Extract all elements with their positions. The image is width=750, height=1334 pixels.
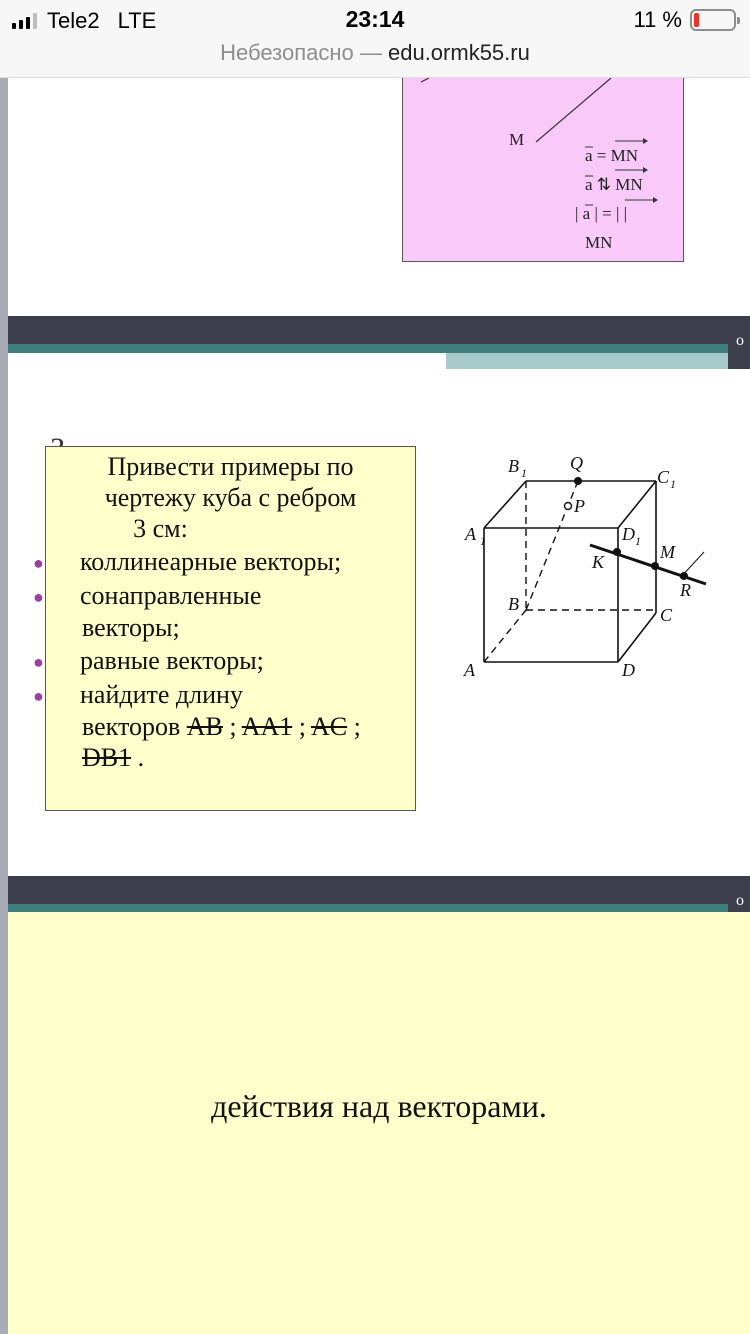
cube-label-m: M [660, 542, 675, 562]
address-bar[interactable] [0, 40, 750, 66]
page-left-border [0, 78, 8, 1334]
insecure-label: Небезопасно — [220, 40, 382, 65]
cube-label-a1: A [465, 524, 476, 544]
slide-divider [8, 316, 750, 372]
cube-label-b: B [508, 594, 519, 614]
cube-label-a: A [464, 660, 475, 680]
cube-label-k: K [592, 552, 605, 572]
cube-label-p: P [574, 496, 585, 516]
status-right [633, 7, 736, 33]
separator: ; [222, 712, 242, 741]
separator: ; [292, 712, 312, 741]
status-time: 23:14 [345, 6, 405, 32]
divider-corner-text: о [736, 892, 744, 909]
cube-label-d: D [622, 660, 635, 680]
divider-corner-text: о [736, 332, 744, 349]
cube-diagram [448, 448, 718, 688]
vector-definition-box [402, 78, 684, 262]
cube-label-c1: C [657, 467, 670, 487]
task-item-collinear: коллинеарные векторы; [80, 547, 342, 576]
task-item-equal: равные векторы; [80, 646, 264, 675]
slide-caption: действия над векторами. [211, 1088, 547, 1124]
cube-label-r: R [680, 580, 691, 600]
formula-mn-label: MN [585, 233, 613, 252]
cube-label-q: Q [570, 453, 583, 473]
cube-label-d1: D [622, 524, 635, 544]
vector-ab: AB [186, 712, 223, 741]
task-heading-line: 3 см: [133, 514, 188, 543]
task-item-lengths-vectors [82, 711, 361, 743]
vector-ac: AC [311, 712, 348, 741]
task-heading-line: Привести примеры по [107, 452, 354, 481]
battery-icon [690, 9, 736, 31]
separator: ; [347, 712, 361, 741]
formula-length-line: | a | = | | [575, 204, 627, 223]
bullet-icon: ● [33, 587, 44, 607]
point-m-label: M [509, 130, 525, 149]
cube-label-sub: 1 [480, 534, 486, 548]
task-item-codirected: сонаправленные [80, 581, 262, 610]
segment-mn-drawing [403, 78, 685, 262]
vector-operations-slide [8, 912, 750, 1334]
period: . [131, 743, 145, 772]
bullet-icon: ● [33, 686, 44, 706]
cube-label-sub: 1 [521, 466, 527, 480]
task-item-lengths: найдите длину [80, 680, 243, 709]
cube-label-c: C [660, 605, 673, 625]
cube-label-sub: 1 [670, 477, 676, 491]
task-heading [46, 451, 415, 544]
network-type: LTE [117, 8, 157, 33]
bullet-icon: ● [33, 652, 44, 672]
formula-equal-line: a = MN [585, 146, 639, 165]
formula-codirected-line: a ⇅ MN [585, 175, 643, 194]
battery-percent: 11 % [633, 7, 682, 32]
cube-label-sub: 1 [635, 534, 641, 548]
bullet-icon: ● [33, 553, 44, 573]
task-heading-line: чертежу куба с ребром [104, 483, 357, 512]
vectors-word: векторов [82, 712, 181, 741]
carrier-name: Tele2 [47, 8, 100, 33]
task-item-lengths-last [82, 742, 144, 774]
cube-label-b1: B [508, 456, 519, 476]
vector-aa1: AA1 [241, 712, 293, 741]
browser-top-bar [0, 0, 750, 78]
url-domain: edu.ormk55.ru [387, 40, 530, 65]
task-item-codirected-cont: векторы; [82, 613, 180, 642]
vector-db1: DB1 [82, 743, 132, 772]
